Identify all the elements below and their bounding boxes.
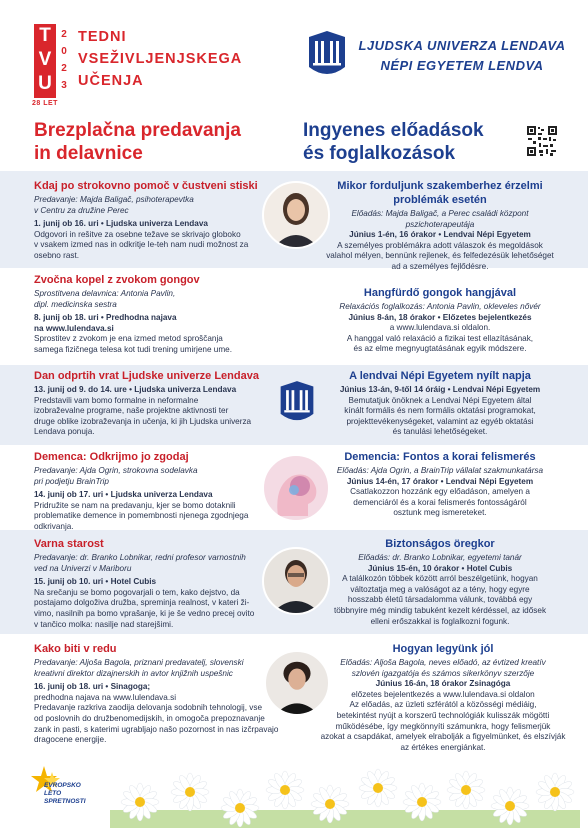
event-desc: hosszabb életű társadalomma válunk, továbbá egy — [347, 595, 533, 605]
event-desc: többnyire még mindig tabuként kezelt kérdéssel, az idősek — [333, 605, 547, 615]
event-sl-1 — [34, 179, 266, 262]
event-title-sl: Kdaj po strokovno pomoč v čustveni stiski — [34, 180, 258, 192]
event-desc: druge oblike izobraževanja in učenja, ki jih Ljudska univerza — [34, 416, 252, 426]
heading-line: Ingyenes előadások — [303, 120, 484, 141]
badge-line: SPRETNOSTI — [44, 798, 86, 805]
event-lecturer: Előadás: Ajda Ogrin, a BrainTrip vállalat szakmunkatársa — [336, 466, 544, 475]
event-title-hu: Mikor forduljunk szakemberhez érzelmi — [337, 180, 543, 192]
event-desc: kínált formális és nem formális oktatási programokat, — [344, 406, 536, 416]
event-desc: ad a személyes fejlődésre. — [391, 261, 489, 271]
event-desc: Lendava ponuja. — [34, 427, 95, 437]
event-lecturer: Előadás: dr. Branko Lobnikar, egyetemi tanár — [358, 553, 522, 562]
event-hu-2 — [318, 286, 562, 355]
event-title-sl: Zvočna kopel z zvokom gongov — [34, 274, 200, 286]
event-desc: vimo, nasilnih pa bomo vprašanje, ki je še vedno precej ovito — [34, 608, 255, 618]
event-title-sl: Kako biti v redu — [34, 643, 117, 655]
event-hu-4 — [318, 450, 562, 519]
event-date: Június 8-án, 18 órakor • Előzetes bejelentkezés — [348, 312, 532, 322]
event-desc: A találkozón többek között arról beszélgetünk, hogyan — [342, 574, 538, 584]
event-date: Június 1-én, 16 órakor • Lendvai Népi Egyetem — [349, 230, 531, 240]
year-digit: 2 — [61, 63, 67, 74]
event-registration-link[interactable]: előzetes bejelentkezés a www.lulendava.si oldalon — [351, 689, 535, 699]
event-desc: osztunk meg ismereteket. — [393, 508, 487, 518]
lu-logo-icon — [277, 377, 317, 427]
event-lecturer: Predavanje: Majda Baligač, psihoterapevtka — [34, 195, 194, 204]
event-desc: és tanulási lehetőségeket. — [392, 427, 488, 437]
badge-line: EVROPSKO — [44, 782, 81, 789]
event-registration-link[interactable]: na www.lulendava.si — [34, 323, 114, 333]
event-desc: változtatja meg a valóságot az a tény, hogy egyre — [350, 584, 530, 594]
event-desc: demenciáról és a korai felismerés fontosságáról — [353, 497, 527, 507]
event-date: 16. junij ob 18. uri • Sinagoga; — [34, 682, 151, 692]
tvu-year — [59, 26, 69, 94]
event-desc: Sprostitev z zvokom je ena izmed metod sproščanja — [34, 334, 223, 344]
event-title-hu: Biztonságos öregkor — [385, 538, 495, 550]
tvu-years-label: 28 LET — [32, 100, 58, 107]
event-sl-2 — [34, 273, 266, 356]
event-desc: Az előadás, az üzleti szférától a közösségi médiáig, — [349, 700, 537, 710]
event-lecturer: Predavanje: Ajda Ogrin, strokovna sodelavka — [34, 466, 198, 475]
heading-line: Brezplačna predavanja — [34, 120, 241, 141]
event-registration-link[interactable]: predhodna najava na www.lulendava.si — [34, 692, 177, 702]
event-hu-5 — [318, 537, 562, 627]
event-desc: problematike demence in pomembnosti njenega zgodnjega — [34, 511, 249, 521]
event-desc: zank in pasti, s katerimi ugrabljajo našo pozornost in nas izčrpavajo — [34, 724, 279, 734]
event-desc: od poslovnih do družbenomedijskih, in omogoča prepoznavanje — [34, 713, 265, 723]
event-desc: betekintést nyújt a korszerű technológiák kulisszák mögötti — [336, 710, 550, 720]
event-date: Június 15-én, 10 órakor • Hotel Cubis — [367, 563, 513, 573]
event-title-line: TEDNI — [78, 29, 127, 45]
tvu-letter: U — [38, 73, 52, 94]
event-hu-1 — [318, 179, 562, 273]
lu-name-line: LJUDSKA UNIVERZA LENDAVA — [358, 38, 566, 53]
event-desc: Csatlakozzon hozzánk egy előadáson, amelyen a — [350, 487, 530, 497]
event-desc: az értékes energiánkat. — [400, 742, 486, 752]
event-desc: Pridružite se nam na predavanju, kjer se bomo dotaknili — [34, 500, 236, 510]
tvu-letter: V — [38, 49, 52, 70]
event-desc: postajamo dolgoživa družba, spreminja realnost, v kateri ži- — [34, 598, 250, 608]
event-desc: Predstavili vam bomo formalne in neformalne — [34, 395, 199, 405]
event-title — [78, 26, 278, 92]
event-desc: azokat a csapdákat, amelyek elrabolják a figyelmünket, és elszívják — [320, 732, 566, 742]
event-lecturer: Relaxációs foglalkozás: Antonia Pavlin, okleveles nővér — [339, 302, 541, 311]
event-sl-3 — [34, 369, 266, 438]
event-desc: v vsakem izmed nas in odkritje le-teh nam nudi možnost za — [34, 240, 249, 250]
event-lecturer-role: ved na Univerzi v Mariboru — [34, 563, 132, 573]
badge-line: LETO — [44, 790, 62, 797]
event-hu-6 — [318, 642, 568, 753]
hungarian-heading — [303, 119, 513, 165]
event-lecturer-role: szlovén igazgatója és számos sikerkönyv szerzője — [351, 668, 535, 678]
event-date: 13. junij od 9. do 14. ure • Ljudska univerza Lendava — [34, 385, 237, 394]
event-lecturer-role: pszichoterapeutája — [405, 219, 475, 229]
year-digit: 2 — [61, 29, 67, 40]
event-lecturer: Predavanje: dr. Branko Lobnikar, redni profesor varnostnih — [34, 553, 246, 562]
event-title-hu: problémák esetén — [393, 194, 487, 206]
slovenian-heading — [34, 119, 274, 165]
event-desc: Odgovori in rešitve za osebne težave se skrivajo globoko — [34, 229, 241, 239]
event-title-line: UČENJA — [78, 73, 144, 89]
event-desc: Predavanje razkriva zaodija delovanja sodobnih tehnologij, vse — [34, 703, 263, 713]
event-title-sl: Demenca: Odkrijmo jo zgodaj — [34, 451, 189, 463]
event-registration-link[interactable]: a www.lulendava.si oldalon. — [389, 323, 491, 333]
event-desc: izobraževalne programe, naše projektne aktivnosti ter — [34, 406, 229, 416]
event-date: 15. junij ob 10. uri • Hotel Cubis — [34, 577, 157, 587]
qr-code-icon[interactable] — [526, 125, 558, 157]
event-desc: dragocene energije. — [34, 735, 107, 745]
event-lecturer: Előadás: Majda Baligač, a Perec családi központ — [351, 209, 529, 218]
event-title-hu: A lendvai Népi Egyetem nyílt napja — [349, 370, 531, 382]
event-desc: A hanggal való relaxáció a fizikai test ellazításának, — [346, 333, 534, 343]
event-desc: és az elme megnyugtatásának egyik módszere. — [353, 344, 527, 354]
event-desc: működésébe, így megkönnyíti számunkra, hogy felismerjük — [335, 721, 551, 731]
event-desc: osebno rast. — [34, 250, 80, 260]
event-desc: Na srečanju se bomo pogovarjali o tem, kako dejstvo, da — [34, 587, 240, 597]
event-desc: v tančico molka: nasilje nad starejšimi. — [34, 619, 174, 629]
event-title-hu: Hogyan legyünk jól — [392, 643, 494, 655]
event-title-hu: Demencia: Fontos a korai felismerés — [344, 451, 536, 463]
event-lecturer-role: kreativni direktor dizajnerskih in avtor knjižnih uspešnic — [34, 668, 233, 678]
event-date: 14. junij ob 17. uri • Ljudska univerza Lendava — [34, 490, 213, 500]
event-desc: projekttevékenységeket, valamint az egyéb oktatási — [346, 416, 534, 426]
lu-logo-icon — [305, 27, 349, 81]
event-sl-5 — [34, 537, 266, 630]
event-date: 1. junij ob 16. uri • Ljudska univerza Lendava — [34, 219, 208, 229]
event-desc: valahol mélyen, bennünk rejlenek, és felfedezésük lehetőséget — [326, 251, 554, 261]
event-lecturer-role: dipl. medicinska sestra — [34, 299, 117, 309]
year-digit: 3 — [61, 80, 67, 91]
heading-line: in delavnice — [34, 143, 143, 164]
event-desc: Bemutatjuk önöknek a Lendvai Népi Egyetem által — [348, 395, 532, 405]
event-desc: elleni erőszakkal is foglalkozni fogunk. — [370, 616, 510, 626]
european-year-skills-label — [44, 782, 104, 806]
event-date: 8. junij ob 18. uri • Predhodna najava — [34, 313, 177, 323]
lu-name — [357, 36, 567, 76]
event-lecturer: Predavanje: Aljoša Bagola, priznani predavatelj, slovenski — [34, 658, 244, 667]
event-hu-3 — [318, 369, 562, 438]
event-date: Június 13-án, 9-től 14 óráig • Lendvai Népi Egyetem — [339, 385, 541, 394]
event-lecturer: Sprostitvena delavnica: Antonia Pavlin, — [34, 289, 176, 298]
event-desc: A személyes problémákra adott válaszok és megoldások — [337, 240, 543, 250]
daisies-decoration — [110, 752, 580, 828]
event-title-hu: Hangfürdő gongok hangjával — [363, 287, 517, 299]
event-date: Június 14-én, 17 órakor • Lendvai Népi Egyetem — [346, 476, 534, 486]
tvu-letter: T — [39, 25, 51, 46]
event-desc: samega fizičnega telesa kot tudi trening umirjene ume. — [34, 344, 232, 354]
event-lecturer: Előadás: Aljoša Bagola, neves előadó, az évtized kreatív — [340, 658, 546, 667]
heading-line: és foglalkozások — [303, 143, 456, 164]
event-title-line: VSEŽIVLJENJSKEGA — [78, 51, 243, 67]
event-desc: odkrivanja. — [34, 521, 74, 531]
year-digit: 0 — [61, 46, 67, 57]
event-sl-4 — [34, 450, 266, 533]
event-title-sl: Varna starost — [34, 538, 104, 550]
event-title-sl: Dan odprtih vrat Ljudske univerze Lendava — [34, 370, 259, 382]
event-date: Június 16-án, 18 órakor Zsinagóga — [375, 679, 511, 689]
event-lecturer-role: pri podjetju BrainTrip — [34, 476, 109, 486]
event-lecturer-role: v Centru za družine Perec — [34, 205, 129, 215]
lu-name-line: NÉPI EGYETEM LENDVA — [380, 58, 544, 73]
tvu-logo-box — [34, 24, 56, 98]
